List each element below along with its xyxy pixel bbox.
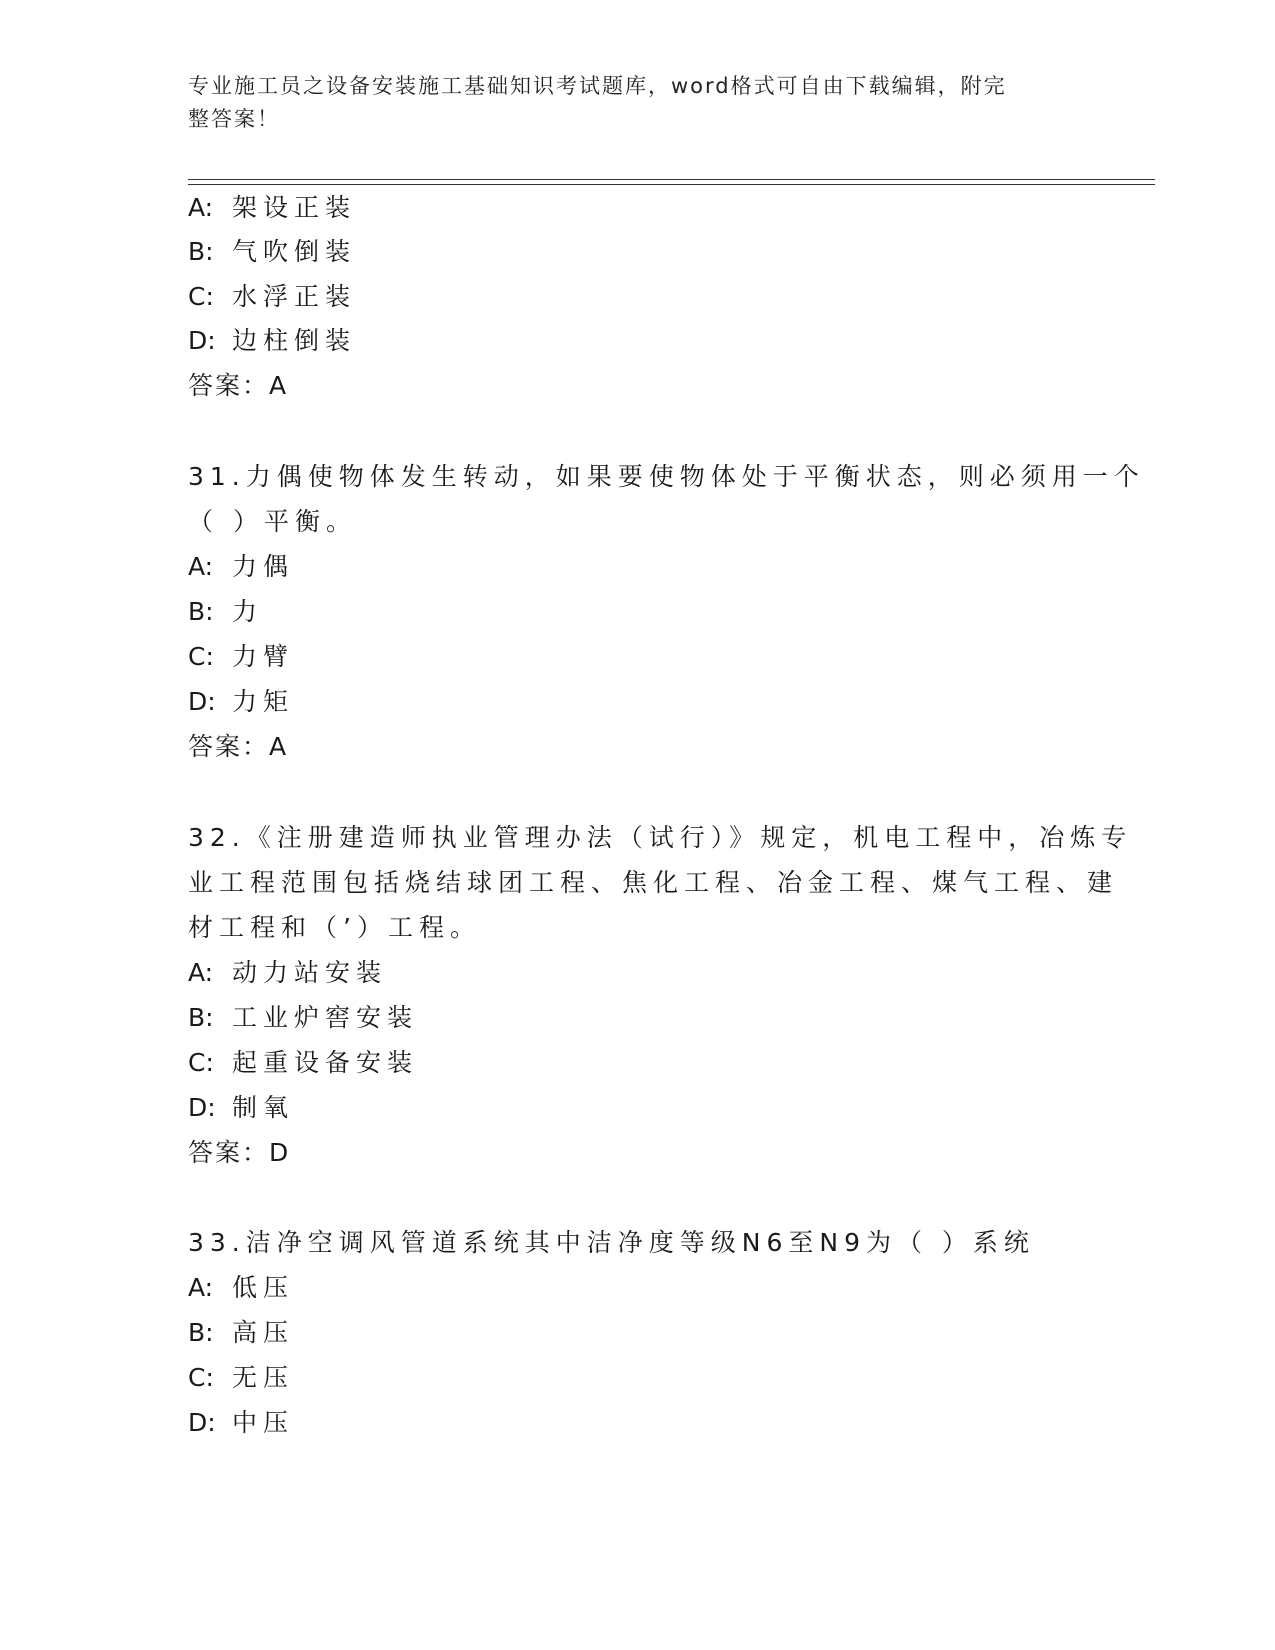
q33-stem-line-1: 33.洁净空调风管道系统其中洁净度等级N6至N9为（ ）系统	[188, 1228, 1035, 1257]
q31-stem-line-2: （ ）平衡。	[188, 507, 357, 536]
q31-option-a: A: 力偶	[188, 552, 295, 581]
q32-option-a: A: 动力站安装	[188, 958, 388, 987]
q32-answer: 答案：D	[188, 1138, 291, 1167]
q30-option-a: A: 架设正装	[188, 193, 357, 222]
header-divider-bottom	[188, 184, 1155, 185]
q30-answer: 答案：A	[188, 371, 289, 400]
q30-option-c: C: 水浮正装	[188, 282, 357, 311]
q32-stem-line-1: 32.《注册建造师执业管理办法（试行）》规定，机电工程中，冶炼专	[188, 823, 1133, 852]
q31-option-b: B: 力	[188, 597, 264, 626]
q31-stem-line-1: 31.力偶使物体发生转动，如果要使物体处于平衡状态，则必须用一个	[188, 462, 1145, 491]
q32-option-b: B: 工业炉窖安装	[188, 1003, 419, 1032]
header-line-2: 整答案！	[188, 107, 280, 131]
q33-option-d: D: 中压	[188, 1408, 295, 1437]
header-divider-top	[188, 179, 1155, 180]
q33-option-c: C: 无压	[188, 1363, 295, 1392]
header-line-1: 专业施工员之设备安装施工基础知识考试题库，word格式可自由下载编辑，附完	[188, 74, 1007, 98]
q31-option-d: D: 力矩	[188, 687, 295, 716]
q32-stem-line-2: 业工程范围包括烧结球团工程、焦化工程、冶金工程、煤气工程、建	[188, 868, 1119, 897]
q33-option-b: B: 高压	[188, 1318, 295, 1347]
q31-option-c: C: 力臂	[188, 642, 295, 671]
q30-option-d: D: 边柱倒装	[188, 326, 357, 355]
q32-option-c: C: 起重设备安装	[188, 1048, 419, 1077]
q33-option-a: A: 低压	[188, 1273, 295, 1302]
q30-option-b: B: 气吹倒装	[188, 237, 357, 266]
q32-stem-line-3: 材工程和（’）工程。	[188, 913, 481, 942]
q31-answer: 答案：A	[188, 732, 289, 761]
document-header	[188, 70, 1068, 136]
q32-option-d: D: 制氧	[188, 1093, 295, 1122]
